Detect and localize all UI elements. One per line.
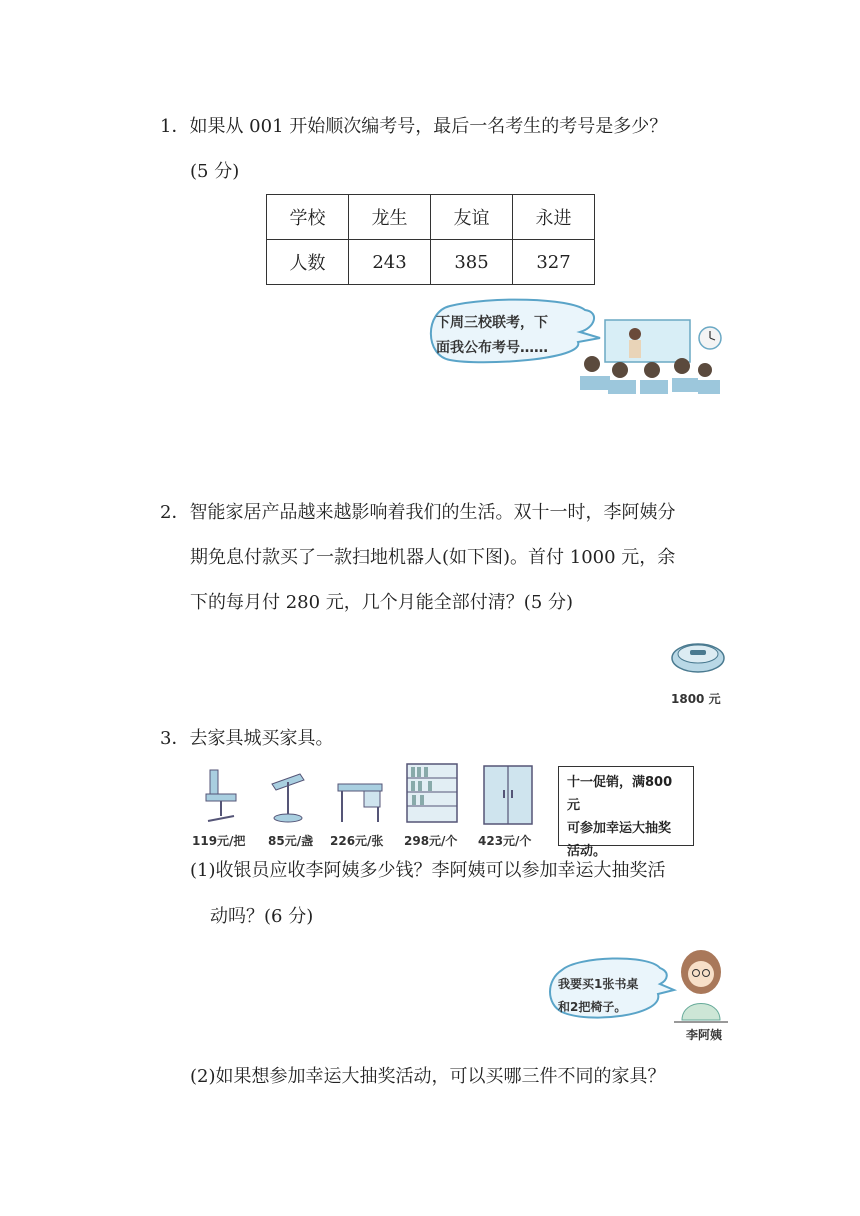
q1-points: (5 分) <box>190 161 240 182</box>
q3-sub2: (2)如果想参加幸运大抽奖活动，可以买哪三件不同的家具？ <box>190 1066 666 1087</box>
q3-title: 3．去家具城买家具。 <box>160 728 334 749</box>
classroom-illustration <box>420 298 730 398</box>
promo-line2: 可参加幸运大抽奖 <box>567 821 672 836</box>
person-name: 李阿姨 <box>686 1028 723 1042</box>
lamp-price: 85元/盏 <box>268 834 314 848</box>
desk-price: 226元/张 <box>330 834 384 848</box>
bubble-line1: 下周三校联考，下 <box>436 315 548 331</box>
table-header-row <box>267 195 595 240</box>
chair-price: 119元/把 <box>192 834 246 848</box>
table-cell: 友谊 <box>431 195 513 240</box>
q2-line3: 下的每月付 280 元，几个月能全部付清？(5 分) <box>190 592 574 613</box>
desk-lamp-icon <box>264 766 312 826</box>
table-cell: 327 <box>513 240 595 285</box>
q3-sub1-line2: 动吗？(6 分) <box>210 906 314 927</box>
wardrobe-price: 423元/个 <box>478 834 532 848</box>
desks <box>580 376 720 394</box>
bubble-line2: 面我公布考号…… <box>436 340 548 356</box>
speech-line2: 和2把椅子。 <box>558 1000 627 1014</box>
wardrobe-icon <box>480 764 536 826</box>
robot-vacuum-icon <box>668 636 728 676</box>
table-cell: 243 <box>349 240 431 285</box>
q2-line2: 期免息付款买了一款扫地机器人(如下图)。首付 1000 元，余 <box>190 547 676 568</box>
promo-box <box>558 766 694 859</box>
school-table <box>266 194 595 285</box>
table-cell: 学校 <box>267 195 349 240</box>
table-cell: 人数 <box>267 240 349 285</box>
blackboard <box>605 320 690 362</box>
bookshelf-icon <box>404 762 460 826</box>
teacher-body <box>629 340 641 358</box>
q2-line1: 2．智能家居产品越来越影响着我们的生活。双十一时，李阿姨分 <box>160 502 676 523</box>
robot-price: 1800 元 <box>671 692 721 706</box>
q3-sub1-line1: (1)收银员应收李阿姨多少钱？李阿姨可以参加幸运大抽奖活 <box>190 860 666 881</box>
teacher-head <box>629 328 641 340</box>
bookshelf-price: 298元/个 <box>404 834 458 848</box>
promo-line3: 活动。 <box>567 844 607 859</box>
speech-line1: 我要买1张书桌 <box>558 977 639 991</box>
table-cell: 龙生 <box>349 195 431 240</box>
body <box>682 1004 720 1021</box>
q1-text: 1．如果从 001 开始顺次编考号，最后一名考生的考号是多少？ <box>160 116 668 137</box>
table-cell: 385 <box>431 240 513 285</box>
desk-icon <box>334 766 386 826</box>
chair-icon <box>196 766 244 826</box>
table-row <box>267 240 595 285</box>
table-cell: 永进 <box>513 195 595 240</box>
face <box>688 961 714 987</box>
promo-line1: 十一促销，满800元 <box>567 775 673 813</box>
